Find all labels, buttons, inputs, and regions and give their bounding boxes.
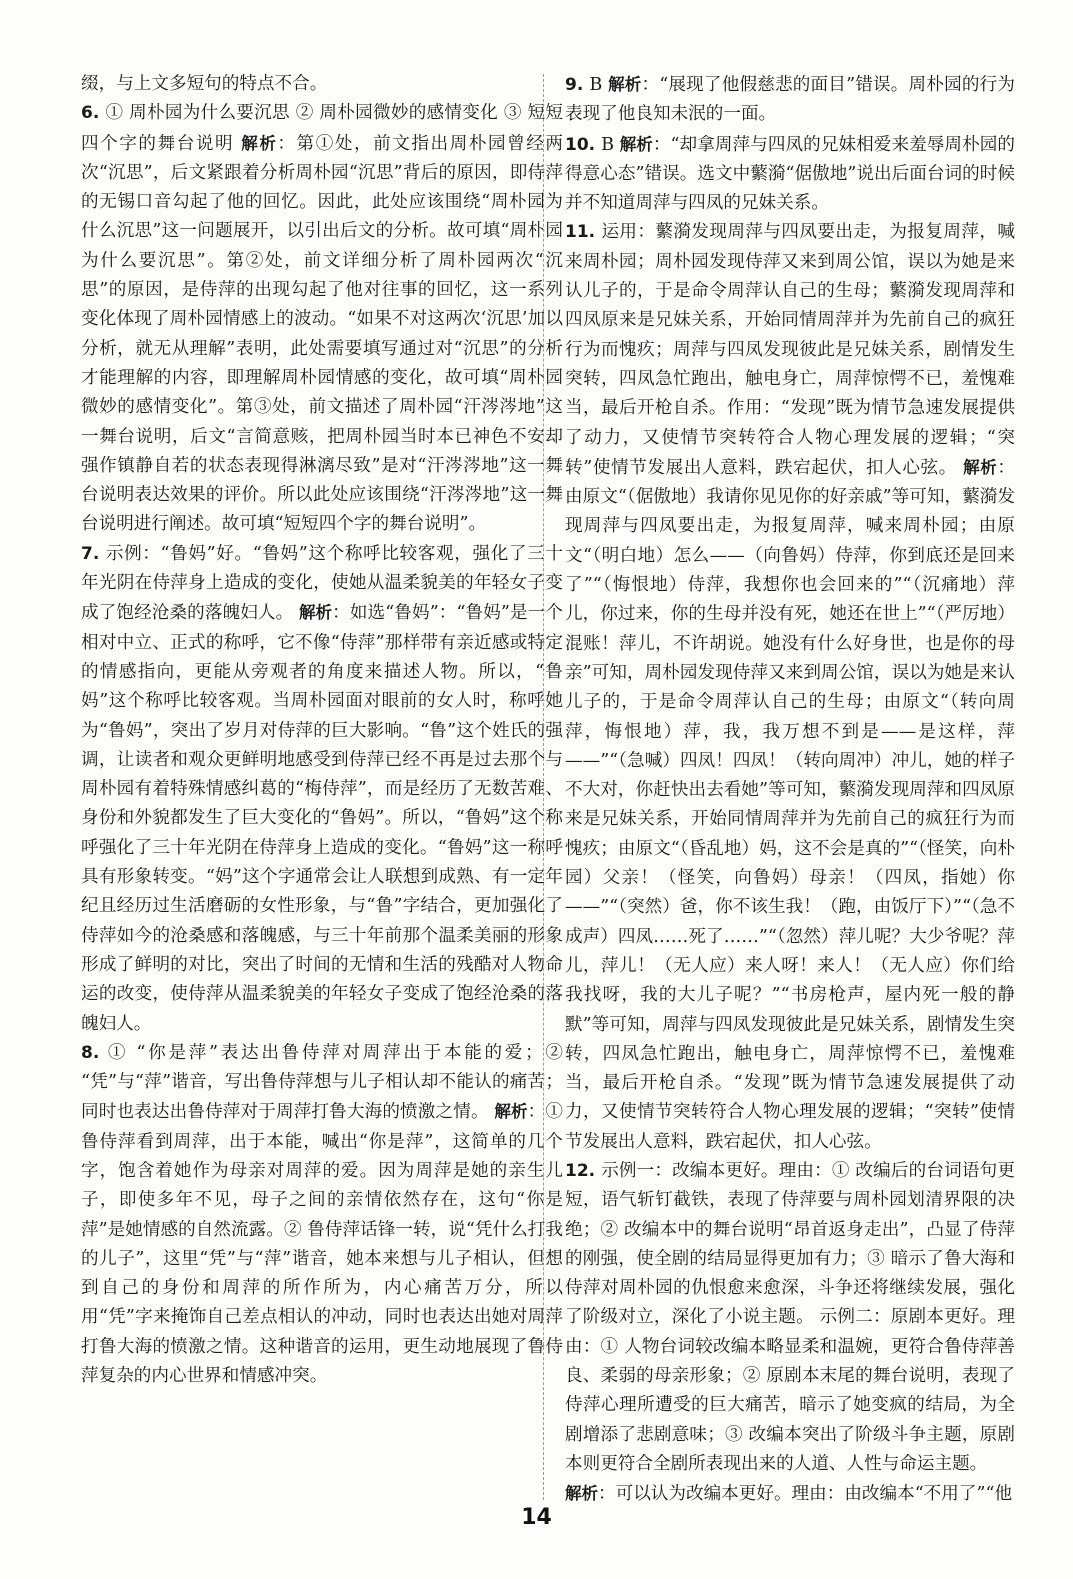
page-number: 14 xyxy=(521,1505,552,1530)
answer-text: ① “你是萍”表达出鲁侍萍对周萍出于本能的爱；② “凭”与“萍”谐音，写出鲁侍萍想与儿子相认却不能认的痛苦；同时也表达出鲁侍萍对于周萍打鲁大海的愤激之情。 xyxy=(81,1042,563,1123)
answer-text: 缀，与上文多短句的特点不合。 xyxy=(81,74,328,94)
left-column xyxy=(81,70,563,1391)
analysis-label: 解析 xyxy=(241,133,278,153)
answer-item xyxy=(81,540,563,1039)
answer-text: B xyxy=(589,75,609,95)
right-column xyxy=(565,70,1015,1510)
answer-text: ：如选“鲁妈”：“鲁妈”是一个相对中立、正式的称呼，它不像“侍萍”那样带有亲近感或特定的情感指向，更能从旁观者的角度来描述人物。所以，“鲁妈”这个称呼比较客观。当周朴园面对眼前的女人时，称呼她为“鲁妈”，突出了岁月对侍萍的巨大影响。“鲁”这个姓氏的强调，让读者和观众更鲜明地感受到侍萍已经不再是过去那个与周朴园有着特殊情感纠葛的“梅侍萍”，而是经历了无数苦难、身份和外貌都发生了巨大变化的“鲁妈”。所以，“鲁妈”这个称呼强化了三十年光阴在侍萍身上造成的变化。“鲁妈”这一称呼具有形象转变。“妈”这个字通常会让人联想到成熟、有一定年纪且经历过生活磨砺的女性形象，与“鲁”字结合，更加强化了侍萍如今的沧桑感和落魄感，与三十年前那个温柔美丽的形象形成了鲜明的对比，突出了时间的无情和生活的残酷对人物命运的改变，使侍萍从温柔貌美的年轻女子变成了饱经沧桑的落魄妇人。 xyxy=(81,603,563,1034)
answer-text: ：第①处，前文指出周朴园曾经两次“沉思”，后文紧跟着分析周朴园“沉思”背后的原因，即侍萍的无锡口音勾起了他的回忆。因此，此处应该围绕“周朴园为什么沉思”这一问题展开，以引出后文的分析。故可填“周朴园为什么要沉思”。第②处，前文详细分析了周朴园两次“沉思”的原因，是侍萍的出现勾起了他对往事的回忆，这一系列变化体现了周朴园情感上的波动。“如果不对这两次‘沉思’加以分析，就无从理解”表明，此处需要填写通过对“沉思”的分析才能理解的内容，即理解周朴园情感的变化，故可填“周朴园微妙的感情变化”。第③处，前文描述了周朴园“汗涔涔地”这一舞台说明，后文“言简意赅，把周朴园当时本已神色不安却强作镇静自若的状态表现得淋漓尽致”是对“汗涔涔地”这一舞台说明表达效果的评价。所以此处应该围绕“汗涔涔地”这一舞台说明进行阐述。故可填“短短四个字的舞台说明”。 xyxy=(81,133,564,535)
question-number: 11. xyxy=(565,222,602,243)
answer-text: ：“展现了他假慈悲的面目”错误。周朴园的行为表现了他良知未泯的一面。 xyxy=(565,75,1015,125)
analysis-label: 解析 xyxy=(608,75,642,94)
column-divider xyxy=(543,74,544,1500)
question-number: 7. xyxy=(81,543,106,564)
answer-text: B xyxy=(601,134,620,155)
answer-item xyxy=(565,130,1015,219)
question-number: 12. xyxy=(565,1160,602,1181)
answer-text: 运用：蘩漪发现周萍与四凤要出走，为报复周萍，喊来周朴园；周朴园发现侍萍又来到周公馆，误以为她是来认儿子的，于是命令周萍认自己的生母；蘩漪发现周萍和四凤原来是兄妹关系，开始同情周萍并为先前自己的疯狂行为而愧疚；周萍与四凤发现彼此是兄妹关系，剧情发生突转，四凤急忙跑出，触电身亡，周萍惊愕不已，羞愧难当，最后开枪自杀。作用：“发现”既为情节急速发展提供了动力，又使情节突转符合人物心理发展的逻辑；“突转”使情节发展出人意料，跌宕起伏，扣人心弦。 xyxy=(565,222,1015,478)
answer-item xyxy=(565,70,1015,130)
answer-text: ：由原文“（倨傲地）我请你见见你的好亲戚”等可知，蘩漪发现周萍与四凤要出走，为报复周萍，喊来周朴园；由原文“（明白地）怎么——（向鲁妈）侍萍，你到底还是回来了”“（悔恨地）侍萍，我想你也会回来的”“（沉痛地）萍儿，你过来，你的生母并没有死，她还在世上”“（严厉地）混账！萍儿，不许胡说。她没有什么好身世，也是你的母亲”可知，周朴园发现侍萍又来到周公馆，误以为她是来认儿子的，于是命令周萍认自己的生母；由原文“（转向周萍，悔恨地）萍，我，我万想不到是——是这样，萍——”“（急喊）四凤！四凤！（转向周冲）冲儿，她的样子不大对，你赶快出去看她”等可知，蘩漪发现周萍和四凤原来是兄妹关系，开始同情周萍并为先前自己的疯狂行为而愧疚；由原文“（昏乱地）妈，这不会是真的”“（怪笑，向朴园）父亲！（怪笑，向鲁妈）母亲！（四凤，指她）你——”“（突然）爸，你不该生我！（跑，由饭厅下）”“（急不成声）四凤……死了……”“（忽然）萍儿呢？大少爷呢？萍儿，萍儿！（无人应）来人呀！来人！（无人应）你们给我找呀，我的大儿子呢？”“书房枪声，屋内死一般的静默”等可知，周萍与四凤发现彼此是兄妹关系，剧情发生突转，四凤急忙跑出，触电身亡，周萍惊愕不已，羞愧难当，最后开枪自杀。“发现”既为情节急速发展提供了动力，又使情节突转符合人物心理发展的逻辑；“突转”使情节发展出人意料，跌宕起伏，扣人心弦。 xyxy=(565,457,1016,1152)
question-number: 9. xyxy=(565,75,590,95)
answer-text: ：可以认为改编本更好。理由：由改编本“不用了”“他 xyxy=(598,1484,1013,1505)
analysis-label: 解析 xyxy=(298,603,333,623)
answer-text: 示例一：改编本更好。理由：① 改编后的台词语句更短，语气斩钉截铁，表现了侍萍要与周朴园划清界限的决绝；② 改编本中的舞台说明“昂首返身走出”，凸显了侍萍的刚强，使全剧的结局显得更加有力；③ 暗示了鲁大海和侍萍对周朴园的仇恨愈来愈深，斗争还将继续发展，强化了阶级对立，深化了小说主题。 示例二：原剧本更好。理由：① 人物台词较改编本略显柔和温婉，更符合鲁侍萍善良、柔弱的母亲形象；② 原剧本末尾的舞台说明，表现了侍萍心理所遭受的巨大痛苦，暗示了她变疯的结局，为全剧增添了悲剧意味；③ 改编本突出了阶级斗争主题，原剧本则更符合全剧所表现出来的人道、人性与命运主题。 xyxy=(565,1160,1015,1474)
analysis-label: 解析 xyxy=(619,134,653,154)
analysis-label: 解析 xyxy=(565,1484,598,1504)
answer-text: ：“却拿周萍与四凤的兄妹相爱来羞辱周朴园的得意心态”错误。选文中蘩漪“倨傲地”说出后面台词的时候并不知道周萍与四凤的兄妹关系。 xyxy=(565,134,1016,214)
answer-text: ：① 鲁侍萍看到周萍，出于本能，喊出“你是萍”，这简单的几个字，饱含着她作为母亲对周萍的爱。因为周萍是她的亲生儿子，即使多年不见，母子之间的亲情依然存在，这句“你是萍”是她情感的自然流露。② 鲁侍萍话锋一转，说“凭什么打我的儿子”，这里“凭”与“萍”谐音，她本来想与儿子相认，但想到自己的身份和周萍的所作所为，内心痛苦万分，所以用“凭”字来掩饰自己差点相认的冲动，同时也表达出她对周萍打鲁大海的愤激之情。这种谐音的运用，更生动地展现了鲁侍萍复杂的内心世界和情感冲突。 xyxy=(81,1102,563,1387)
answer-item xyxy=(81,70,563,99)
answer-item xyxy=(81,99,563,539)
question-number: 8. xyxy=(81,1042,108,1063)
answer-text: ① 周朴园为什么要沉思 ② 周朴园微妙的感情变化 ③ 短短四个字的舞台说明 xyxy=(81,103,563,154)
analysis-label: 解析 xyxy=(963,457,998,477)
analysis-label: 解析 xyxy=(494,1102,528,1122)
question-number: 10. xyxy=(565,134,602,155)
answer-item xyxy=(565,1157,1015,1479)
answer-text: 示例：“鲁妈”好。“鲁妈”这个称呼比较客观，强化了三十年光阴在侍萍身上造成的变化，使她从温柔貌美的年轻女子变成了饱经沧桑的落魄妇人。 xyxy=(81,543,563,624)
question-number: 6. xyxy=(81,103,106,124)
answer-item xyxy=(565,218,1015,1157)
answer-item xyxy=(81,1039,563,1392)
